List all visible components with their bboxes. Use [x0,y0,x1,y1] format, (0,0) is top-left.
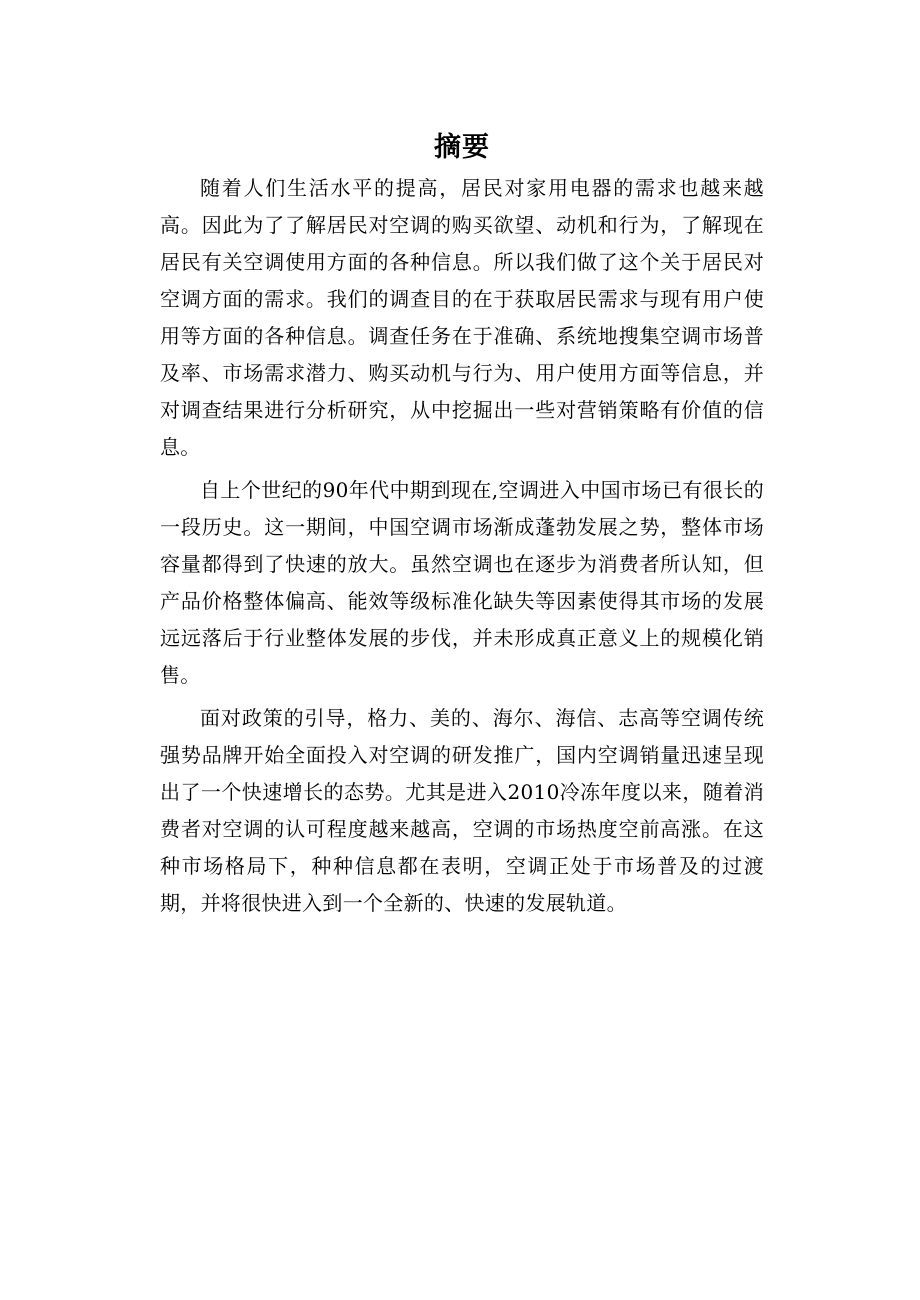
abstract-paragraph-2: 自上个世纪的90年代中期到现在,空调进入中国市场已有很长的一段历史。这一期间，中国空调市场渐成蓬勃发展之势，整体市场容量都得到了快速的放大。虽然空调也在逐步为消费者所认知，但产品价格整体偏高、能效等级标准化缺失等因素使得其市场的发展远远落后于行业整体发展的步伐，并未形成真正意义上的规模化销售。 [160,478,764,687]
abstract-title: 摘要 [434,132,490,163]
document-page [160,128,764,928]
abstract-paragraph-1: 随着人们生活水平的提高，居民对家用电器的需求也越来越高。因此为了了解居民对空调的购买欲望、动机和行为，了解现在居民有关空调使用方面的各种信息。所以我们做了这个关于居民对空调方面的需求。我们的调查目的在于获取居民需求与现有用户使用等方面的各种信息。调查任务在于准确、系统地搜集空调市场普及率、市场需求潜力、购买动机与行为、用户使用方面等信息，并对调查结果进行分析研究，从中挖掘出一些对营销策略有价值的信息。 [160,176,764,459]
abstract-paragraph-3: 面对政策的引导，格力、美的、海尔、海信、志高等空调传统强势品牌开始全面投入对空调的研发推广，国内空调销量迅速呈现出了一个快速增长的态势。尤其是进入2010冷冻年度以来，随着消费者对空调的认可程度越来越高，空调的市场热度空前高涨。在这种市场格局下，种种信息都在表明，空调正处于市场普及的过渡期，并将很快进入到一个全新的、快速的发展轨道。 [160,706,764,915]
